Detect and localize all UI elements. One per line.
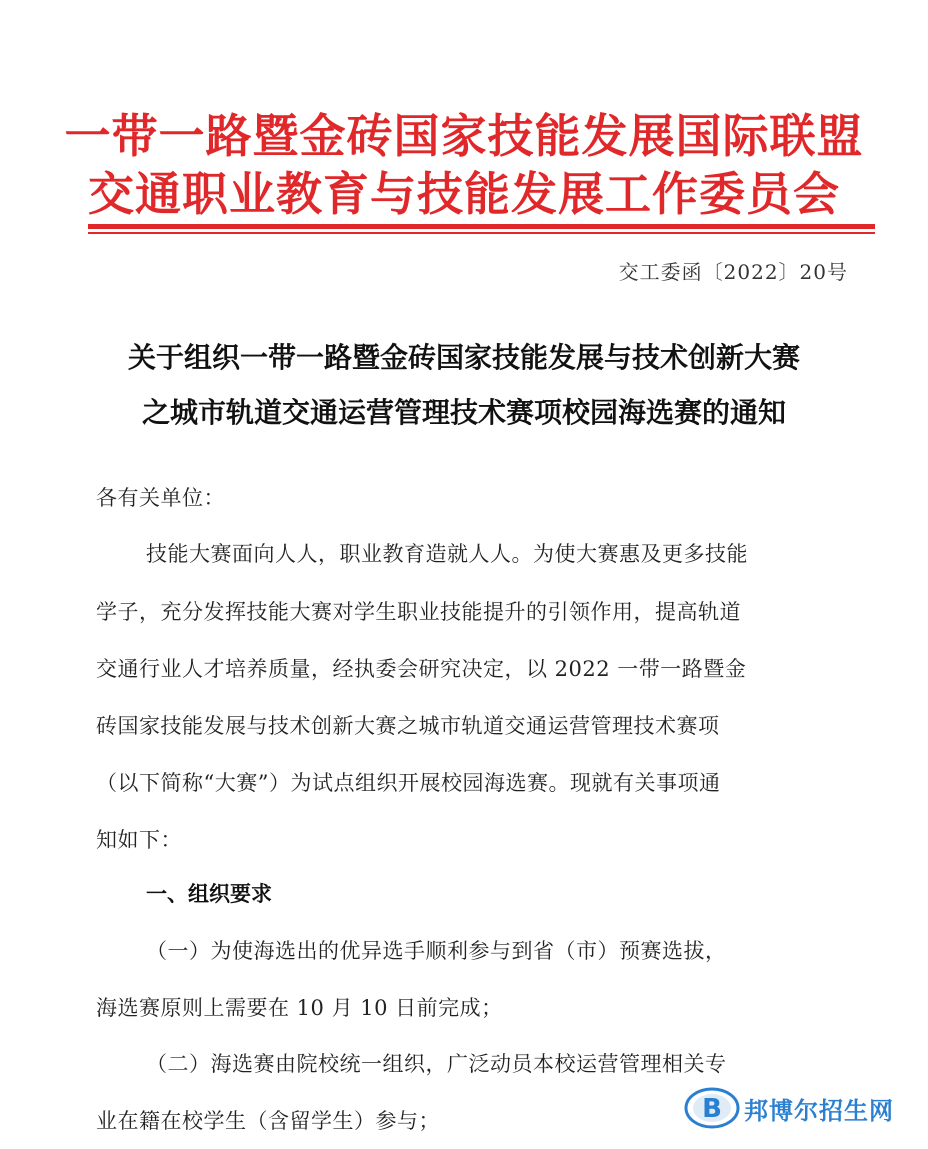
item-1-line: （一）为使海选出的优异选手顺利参与到省（市）预赛选拔， [146, 939, 727, 963]
notice-title-line-1: 关于组织一带一路暨金砖国家技能发展与技术创新大赛 [127, 341, 800, 374]
intro-line: 技能大赛面向人人，职业教育造就人人。为使大赛惠及更多技能 [146, 542, 748, 566]
header-red-rule-thick [88, 224, 875, 229]
intro-line: （以下简称“大赛”）为试点组织开展校园海选赛。现就有关事项通 [96, 771, 721, 795]
item-1-line: 海选赛原则上需要在 10 月 10 日前完成； [96, 996, 503, 1020]
intro-line: 学子，充分发挥技能大赛对学生职业技能提升的引领作用，提高轨道 [96, 600, 741, 624]
site-watermark [684, 1083, 914, 1133]
issuer-name-line-2: 交通职业教育与技能发展工作委员会 [88, 167, 840, 221]
watermark-text: 邦博尔招生网 [744, 1096, 894, 1125]
item-2-line: 业在籍在校学生（含留学生）参与； [96, 1109, 440, 1133]
item-2-line: （二）海选赛由院校统一组织，广泛动员本校运营管理相关专 [146, 1052, 727, 1076]
notice-title-line-2: 之城市轨道交通运营管理技术赛项校园海选赛的通知 [141, 396, 786, 429]
intro-line: 砖国家技能发展与技术创新大赛之城市轨道交通运营管理技术赛项 [96, 714, 720, 738]
salutation: 各有关单位： [96, 486, 225, 510]
document-number: 交工委函〔2022〕20号 [618, 260, 848, 284]
issuer-name-line-1: 一带一路暨金砖国家技能发展国际联盟 [64, 109, 864, 163]
intro-line: 知如下： [96, 828, 182, 852]
watermark-logo-letter: B [702, 1094, 722, 1124]
watermark-logo [684, 1086, 740, 1130]
intro-line: 交通行业人才培养质量，经执委会研究决定，以 2022 一带一路暨金 [96, 657, 747, 681]
header-red-rule-thin [88, 232, 875, 234]
section-heading-organization-requirements: 一、组织要求 [146, 882, 272, 906]
